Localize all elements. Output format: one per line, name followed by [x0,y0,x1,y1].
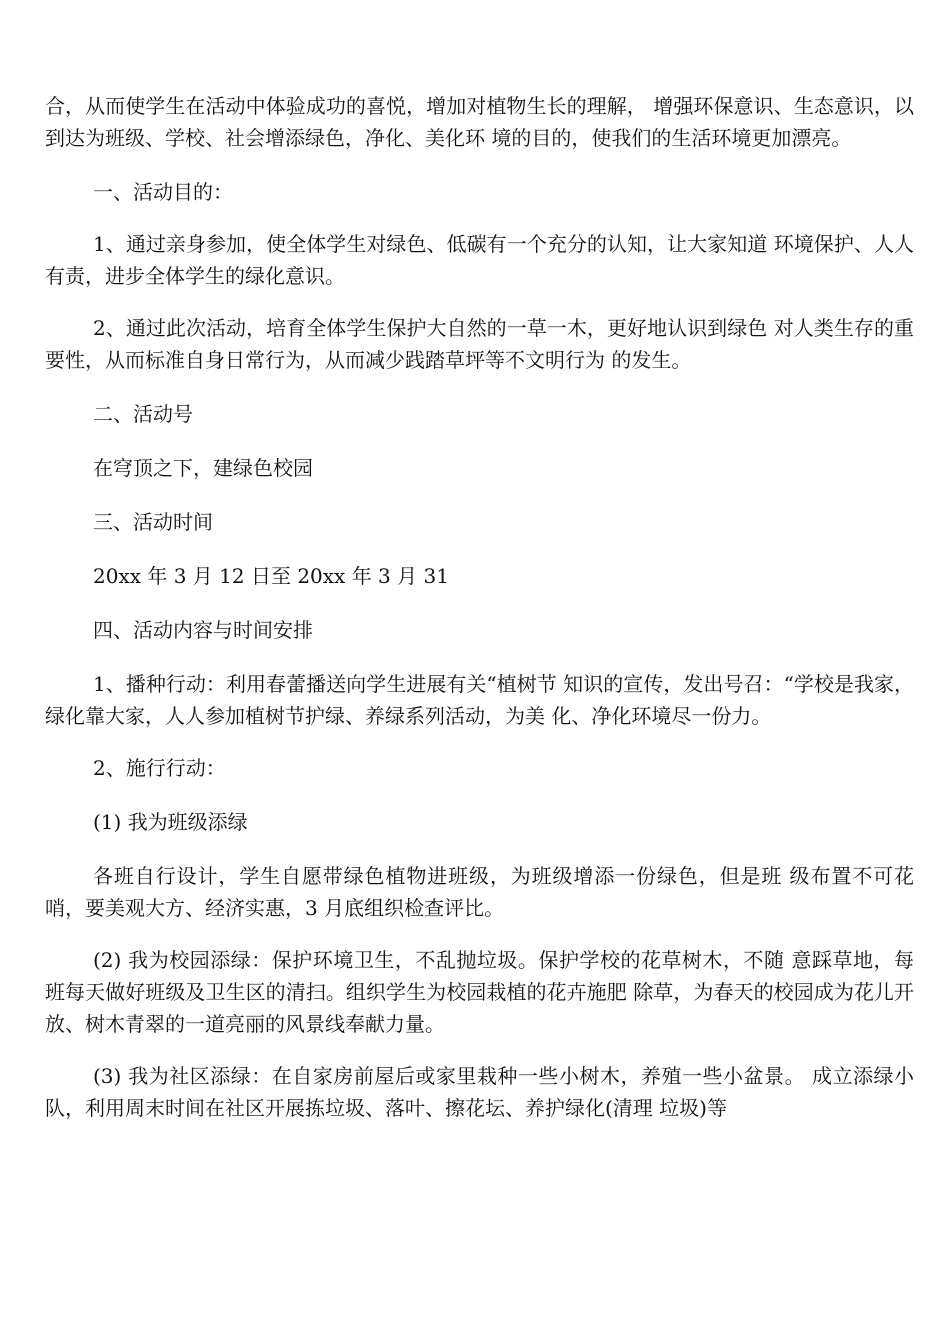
heading-activity-purpose: 一、活动目的： [93,180,233,204]
paragraph-continuation: 合，从而使学生在活动中体验成功的喜悦，增加对植物生长的理解， 增强环保意识、生态意识，以到达为班级、学校、社会增添绿色，净化、美化环 境的目的，使我们的生活环境更加漂亮。 [45,94,914,150]
paragraph-time: 20xx 年 3 月 12 日至 20xx 年 3 月 31 [93,564,449,588]
heading-activity-content: 四、活动内容与时间安排 [93,618,313,642]
paragraph-implementation-action: 2、施行行动： [93,756,226,780]
paragraph-purpose-1: 1、通过亲身参加，使全体学生对绿色、低碳有一个充分的认知，让大家知道 环境保护、人人有责，进步全体学生的绿化意识。 [45,232,914,288]
paragraph-purpose-2: 2、通过此次活动，培育全体学生保护大自然的一草一木，更好地认识到绿色 对人类生存的重要性，从而标准自身日常行为，从而减少践踏草坪等不文明行为 的发生。 [45,316,914,372]
paragraph-sowing-action: 1、播种行动：利用春蕾播送向学生进展有关“植树节 知识的宣传，发出号召：“学校是我家，绿化靠大家，人人参加植树节护绿、养绿系列活动，为美 化、净化环境尽一份力。 [45,672,914,728]
paragraph-slogan: 在穹顶之下，建绿色校园 [93,456,313,480]
paragraph-class-green-detail: 各班自行设计，学生自愿带绿色植物进班级，为班级增添一份绿色，但是班 级布置不可花哨，要美观大方、经济实惠，3 月底组织检查评比。 [45,864,914,920]
paragraph-class-green: (1) 我为班级添绿 [93,810,248,834]
paragraph-campus-green: (2) 我为校园添绿：保护环境卫生，不乱抛垃圾。保护学校的花草树木，不随 意踩草地，每班每天做好班级及卫生区的清扫。组织学生为校园栽植的花卉施肥 除草，为春天的校园成为花儿开放、树木青翠的一道亮丽的风景线奉献力量。 [45,948,914,1036]
heading-activity-time: 三、活动时间 [93,510,213,534]
heading-activity-slogan: 二、活动号 [93,402,193,426]
paragraph-community-green: (3) 我为社区添绿：在自家房前屋后或家里栽种一些小树木，养殖一些小盆景。 成立添绿小队，利用周末时间在社区开展拣垃圾、落叶、擦花坛、养护绿化(清理 垃圾)等 [45,1064,914,1120]
